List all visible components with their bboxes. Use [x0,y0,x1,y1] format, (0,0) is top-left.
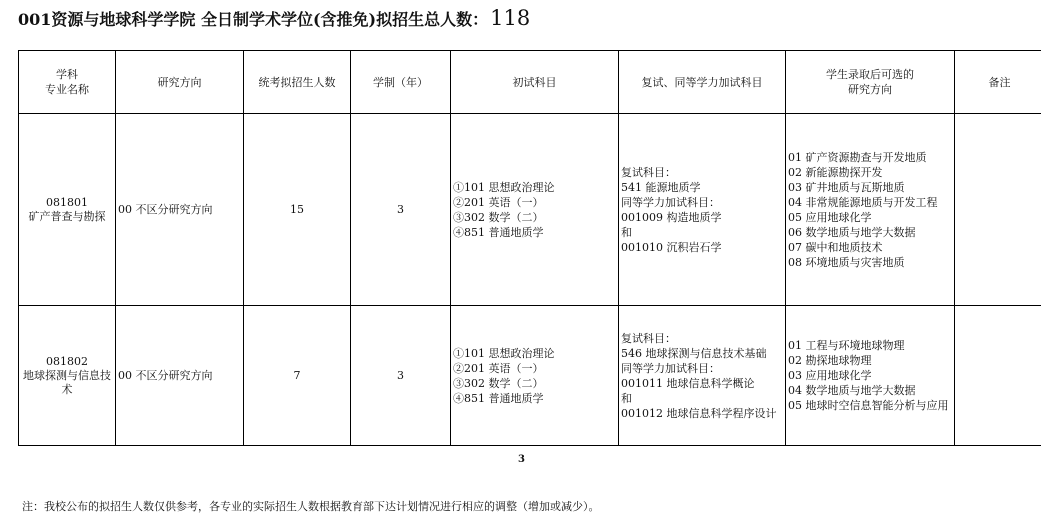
header-quota: 统考拟招生人数 [244,51,351,114]
direction-cell: 00 不区分研究方向 [116,306,244,446]
quota-cell: 7 [244,306,351,446]
header-years: 学制（年） [351,51,451,114]
header-optional-directions: 学生录取后可选的 研究方向 [786,51,955,114]
header-retest: 复试、同等学力加试科目 [619,51,786,114]
optional-directions-cell: 01 工程与环境地球物理 02 勘探地球物理 03 应用地球化学 04 数学地质与地学大数据 05 地球时空信息智能分析与应用 [786,306,955,446]
years-cell: 3 [351,306,451,446]
retest-cell: 复试科目： 541 能源地质学 同等学力加试科目： 001009 构造地质学 和 001010 沉积岩石学 [619,114,786,306]
table-row [19,306,1041,446]
enrollment-table [18,50,1041,446]
direction-cell: 00 不区分研究方向 [116,114,244,306]
retest-cell: 复试科目： 546 地球探测与信息技术基础 同等学力加试科目： 001011 地球信息科学概论 和 001012 地球信息科学程序设计 [619,306,786,446]
exam-cell: ①101 思想政治理论 ②201 英语（一） ③302 数学（二） ④851 普通地质学 [451,306,619,446]
header-major: 学科 专业名称 [19,51,116,114]
total-enrollment: 118 [490,6,531,30]
years-cell: 3 [351,114,451,306]
remarks-cell [955,306,1041,446]
header-direction: 研究方向 [116,51,244,114]
table-row [19,114,1041,306]
title-text: 001资源与地球科学学院 全日制学术学位(含推免)拟招生总人数： [18,10,489,29]
quota-cell: 15 [244,114,351,306]
header-remarks: 备注 [955,51,1041,114]
exam-cell: ①101 思想政治理论 ②201 英语（一） ③302 数学（二） ④851 普通地质学 [451,114,619,306]
header-initial-exam: 初试科目 [451,51,619,114]
footnote: 注：我校公布的拟招生人数仅供参考，各专业的实际招生人数根据教育部下达计划情况进行相应的调整（增加或减少）。 [22,500,600,513]
page-number: 3 [518,454,525,465]
major-cell: 081801 矿产普查与勘探 [19,114,116,306]
optional-directions-cell: 01 矿产资源勘查与开发地质 02 新能源勘探开发 03 矿井地质与瓦斯地质 04 非常规能源地质与开发工程 05 应用地球化学 06 数学地质与地学大数据 07 碳中和地质技术 08 环境地质与灾害地质 [786,114,955,306]
header-row [19,51,1041,114]
remarks-cell [955,114,1041,306]
major-cell: 081802 地球探测与信息技术 [19,306,116,446]
page-title [18,6,530,30]
